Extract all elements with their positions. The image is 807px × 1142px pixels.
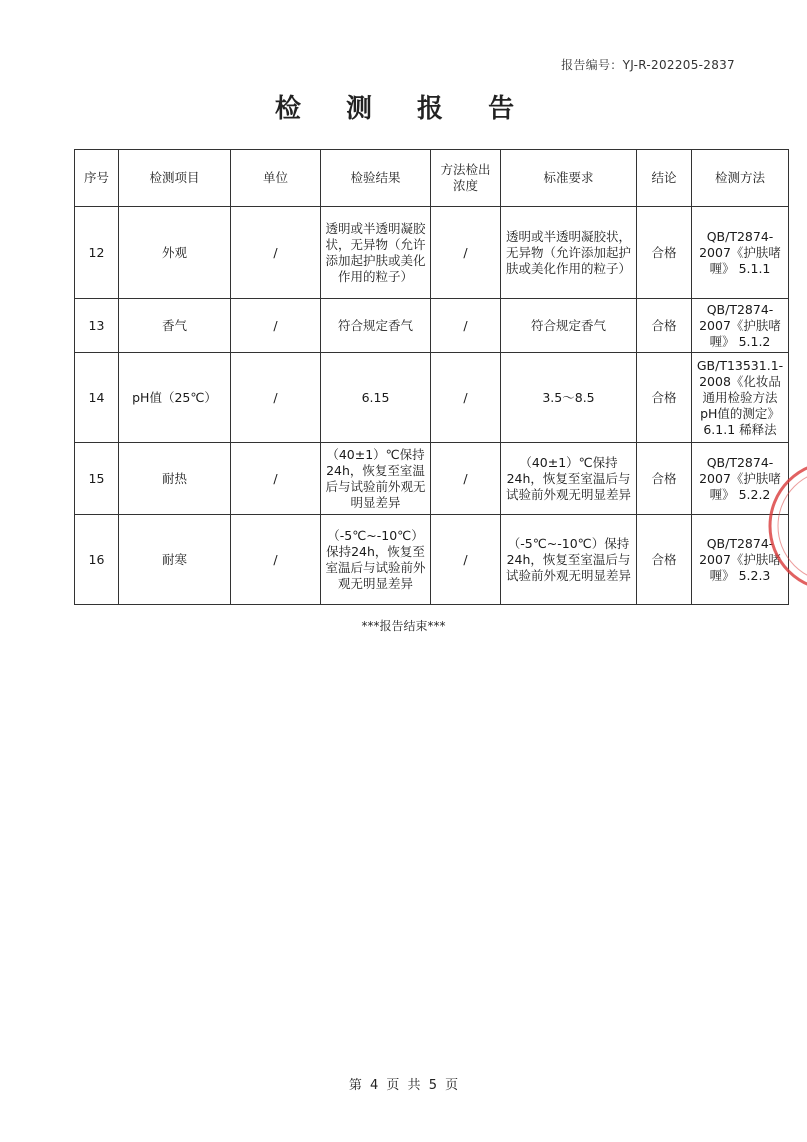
report-number: 报告编号：YJ-R-202205-2837 — [561, 58, 735, 72]
table-header-row — [75, 150, 789, 207]
header-unit: 单位 — [231, 150, 321, 207]
cell-result: （-5℃~-10℃）保持24h，恢复至室温后与试验前外观无明显差异 — [321, 515, 431, 605]
header-detection-limit: 方法检出浓度 — [431, 150, 501, 207]
cell-requirement: （40±1）℃保持24h，恢复至室温后与试验前外观无明显差异 — [501, 443, 637, 515]
table-row — [75, 515, 789, 605]
cell-unit: / — [231, 443, 321, 515]
cell-item: pH值（25℃） — [119, 353, 231, 443]
cell-conclusion: 合格 — [637, 515, 692, 605]
header-no: 序号 — [75, 150, 119, 207]
cell-detection-limit: / — [431, 299, 501, 353]
cell-detection-limit: / — [431, 207, 501, 299]
report-end-mark: ***报告结束*** — [361, 619, 446, 633]
results-table — [74, 149, 789, 605]
table-row — [75, 207, 789, 299]
cell-result: （40±1）℃保持24h，恢复至室温后与试验前外观无明显差异 — [321, 443, 431, 515]
cell-no: 12 — [75, 207, 119, 299]
cell-result: 6.15 — [321, 353, 431, 443]
cell-unit: / — [231, 299, 321, 353]
cell-no: 16 — [75, 515, 119, 605]
cell-conclusion: 合格 — [637, 299, 692, 353]
cell-item: 耐寒 — [119, 515, 231, 605]
cell-conclusion: 合格 — [637, 443, 692, 515]
header-method: 检测方法 — [692, 150, 789, 207]
cell-conclusion: 合格 — [637, 207, 692, 299]
cell-unit: / — [231, 353, 321, 443]
header-requirement: 标准要求 — [501, 150, 637, 207]
cell-requirement: 符合规定香气 — [501, 299, 637, 353]
cell-requirement: 3.5～8.5 — [501, 353, 637, 443]
cell-requirement: 透明或半透明凝胶状，无异物（允许添加起护肤或美化作用的粒子） — [501, 207, 637, 299]
cell-detection-limit: / — [431, 515, 501, 605]
cell-no: 14 — [75, 353, 119, 443]
cell-item: 外观 — [119, 207, 231, 299]
cell-conclusion: 合格 — [637, 353, 692, 443]
cell-item: 耐热 — [119, 443, 231, 515]
cell-method: QB/T2874-2007《护肤啫喱》 5.2.3 — [692, 515, 789, 605]
page-footer: 第 4 页 共 5 页 — [348, 1078, 459, 1093]
cell-unit: / — [231, 207, 321, 299]
cell-result: 透明或半透明凝胶状，无异物（允许添加起护肤或美化作用的粒子） — [321, 207, 431, 299]
cell-method: QB/T2874-2007《护肤啫喱》 5.1.2 — [692, 299, 789, 353]
table-row — [75, 443, 789, 515]
cell-result: 符合规定香气 — [321, 299, 431, 353]
cell-detection-limit: / — [431, 443, 501, 515]
table-row — [75, 299, 789, 353]
cell-method: GB/T13531.1-2008《化妆品通用检验方法pH值的测定》6.1.1 稀释法 — [692, 353, 789, 443]
table-row — [75, 353, 789, 443]
cell-requirement: （-5℃~-10℃）保持24h，恢复至室温后与试验前外观无明显差异 — [501, 515, 637, 605]
header-item: 检测项目 — [119, 150, 231, 207]
cell-item: 香气 — [119, 299, 231, 353]
cell-no: 13 — [75, 299, 119, 353]
header-result: 检验结果 — [321, 150, 431, 207]
cell-detection-limit: / — [431, 353, 501, 443]
cell-method: QB/T2874-2007《护肤啫喱》 5.2.2 — [692, 443, 789, 515]
page-title: 检 测 报 告 — [274, 94, 533, 124]
cell-unit: / — [231, 515, 321, 605]
cell-method: QB/T2874-2007《护肤啫喱》 5.1.1 — [692, 207, 789, 299]
cell-no: 15 — [75, 443, 119, 515]
header-conclusion: 结论 — [637, 150, 692, 207]
